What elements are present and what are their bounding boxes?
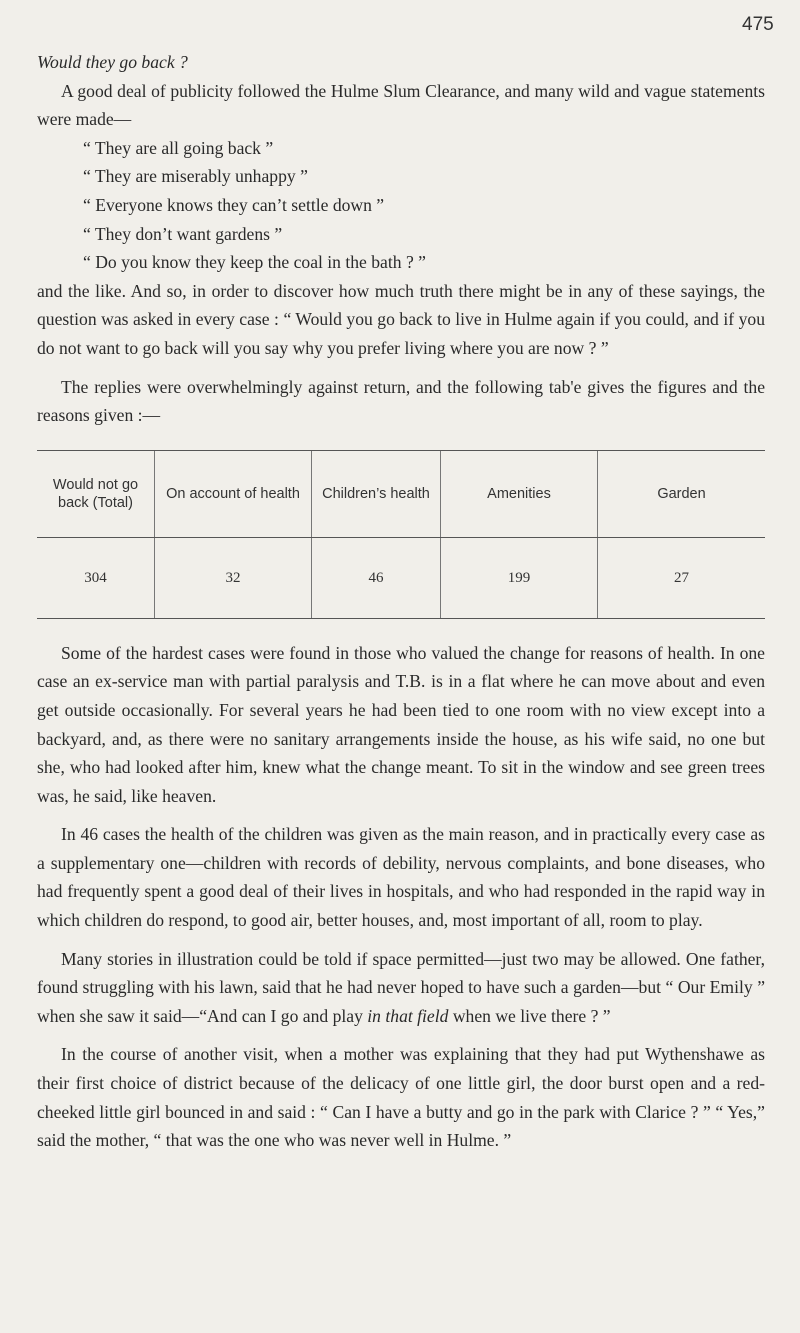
table-header-cell: Would not go back (Total) [37, 450, 155, 537]
question-paragraph: and the like. And so, in order to discover how much truth there might be in any of these sayings, the question was asked in every case : “ Would you go back to live in Hulme again if you could, and if you do not want to go back will you say why you prefer living where you are now ? ” [37, 280, 765, 358]
quote-list [37, 134, 765, 277]
quote-item: “ They don’t want gardens ” [83, 223, 283, 244]
replies-paragraph: The replies were overwhelmingly against return, and the following tab'e gives the figures and the reasons given :— [37, 376, 765, 426]
table-header-row [37, 450, 765, 537]
page-number: 475 [742, 14, 774, 35]
intro-paragraph: A good deal of publicity followed the Hulme Slum Clearance, and many wild and vague statements were made— [37, 80, 765, 130]
page-content [37, 48, 765, 1155]
stories-paragraph [37, 945, 765, 1031]
table-header-cell: Garden [598, 450, 766, 537]
table-cell: 46 [312, 537, 441, 618]
quote-item: “ Do you know they keep the coal in the bath ? ” [83, 252, 426, 273]
quote-item: “ They are all going back ” [83, 137, 274, 158]
table-header-cell: On account of health [155, 450, 312, 537]
quote-item: “ They are miserably unhappy ” [83, 166, 308, 187]
hardest-cases-paragraph: Some of the hardest cases were found in those who valued the change for reasons of health. In one case an ex-service man with partial paralysis and T.B. is in a flat where he can move about and even get outside occasionally. For several years he had been tied to one room with no view except into a backyard, and, as there were no sanitary arrangements inside the house, as his wife said, no one but she, who had looked after him, knew what the change meant. To sit in the window and see green trees was, he said, like heaven. [37, 642, 765, 806]
table-header-cell: Children’s health [312, 450, 441, 537]
stories-text-end: when we live there ? ” [448, 1005, 611, 1026]
table-header-cell: Amenities [441, 450, 598, 537]
table-cell: 199 [441, 537, 598, 618]
stories-italic-text: in that field [367, 1005, 449, 1026]
children-health-paragraph: In 46 cases the health of the children was given as the main reason, and in practically every case as a supplementary one—children with records of debility, nervous complaints, and bone diseases, who had frequently spent a good deal of their lives in hospitals, and who had responded in the rapid way in which children do respond, to good air, better houses, and, most important of all, room to play. [37, 824, 765, 931]
section-title: Would they go back ? [37, 52, 188, 72]
reasons-table [37, 450, 765, 619]
table-cell: 304 [37, 537, 155, 618]
stories-text: Many stories in illustration could be told if space permitted—just two may be allowed. One father, found struggling with his lawn, said that he had never hoped to have such a garden—but “ Our Emily ” when she saw it said—“And can I go and play [37, 948, 765, 1026]
table-cell: 32 [155, 537, 312, 618]
quote-item: “ Everyone knows they can’t settle down ” [83, 194, 385, 215]
visit-paragraph: In the course of another visit, when a mother was explaining that they had put Wythenshawe as their first choice of district because of the delicacy of one little girl, the door burst open and a red-cheeked little girl bounced in and said : “ Can I have a butty and go in the park with Clarice ? ” “ Yes,” said the mother, “ that was the one who was never well in Hulme. ” [37, 1044, 765, 1151]
table-cell: 27 [598, 537, 766, 618]
table-row [37, 537, 765, 618]
